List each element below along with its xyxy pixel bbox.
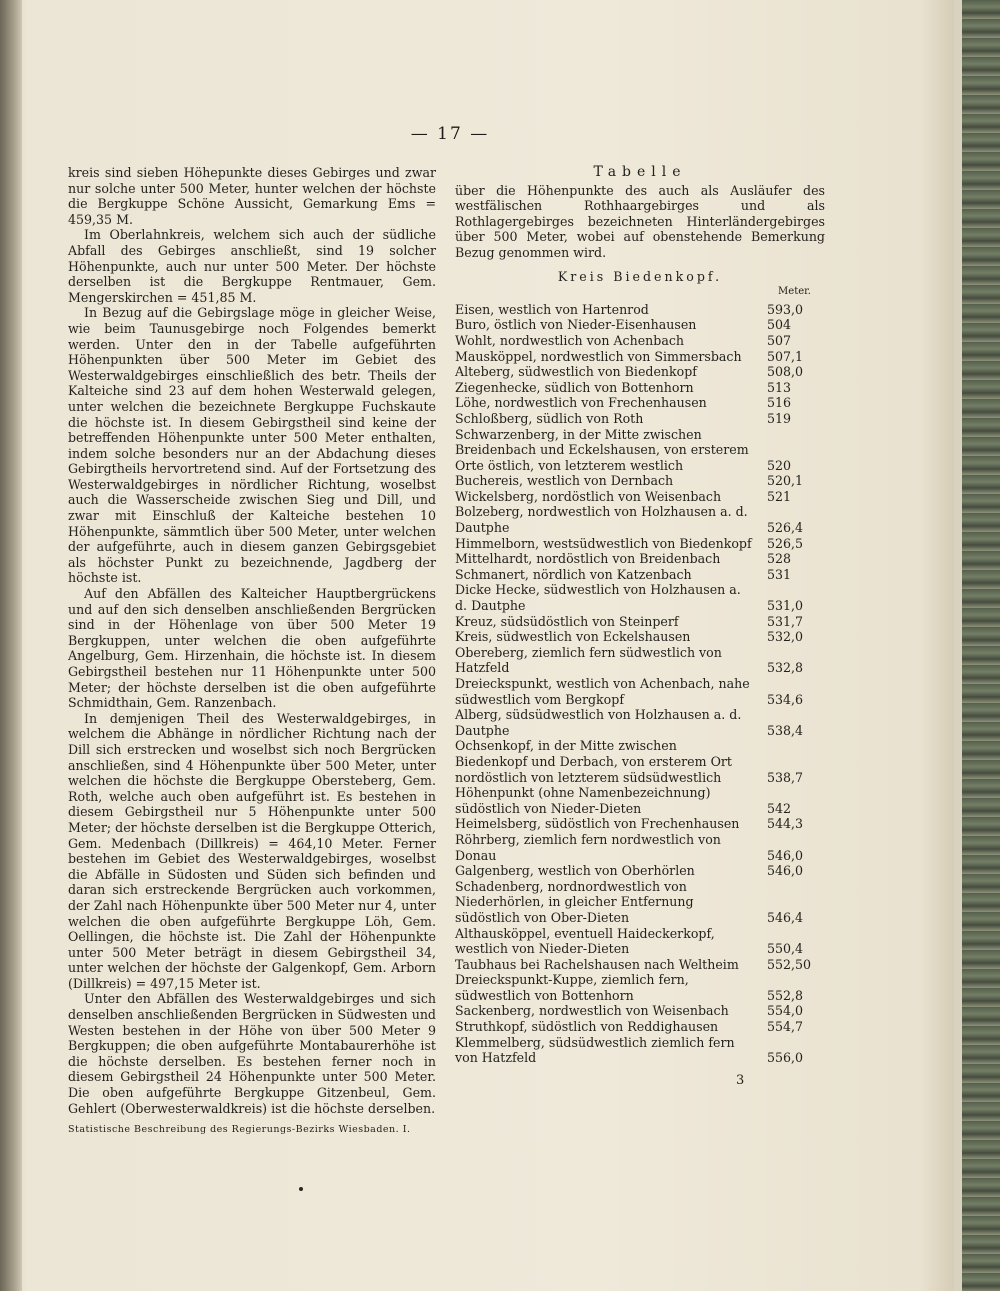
height-value: 544,3 bbox=[767, 816, 804, 832]
table-row bbox=[455, 1019, 825, 1035]
table-row bbox=[455, 629, 825, 645]
place-name: Eisen, westlich von Hartenrod bbox=[455, 301, 649, 317]
height-value: 554,0 bbox=[767, 1003, 804, 1019]
ink-spot bbox=[299, 1187, 303, 1191]
height-value: 531,0 bbox=[767, 598, 804, 614]
place-name: Obereberg, ziemlich fern südwestlich von Hatzfeld bbox=[455, 644, 722, 676]
table-row bbox=[455, 1003, 825, 1019]
height-value: 526,4 bbox=[767, 520, 804, 536]
table-row bbox=[455, 411, 825, 427]
table-row bbox=[455, 317, 825, 333]
table-row bbox=[455, 926, 825, 957]
height-value: 508,0 bbox=[767, 364, 804, 380]
place-name: Galgenberg, westlich von Oberhörlen bbox=[455, 863, 695, 879]
place-name: Wickelsberg, nordöstlich von Weisenbach bbox=[455, 488, 722, 504]
height-value: 526,5 bbox=[767, 535, 804, 551]
table-row bbox=[455, 567, 825, 583]
table-row bbox=[455, 333, 825, 349]
height-value: 513 bbox=[767, 379, 792, 395]
paragraph: Im Oberlahnkreis, welchem sich auch der südliche Abfall des Gebirges anschließt, sind 19 solcher Höhenpunkte, auch nur unter 500 Meter. Der höchste derselben ist die Bergkuppe Rentmauer, Gem. Mengerskirchen = 451,85 M. bbox=[68, 227, 436, 305]
height-value: 516 bbox=[767, 395, 792, 411]
table-row bbox=[455, 879, 825, 926]
place-name: Mittelhardt, nordöstlich von Breidenbach bbox=[455, 551, 721, 567]
table-row bbox=[455, 645, 825, 676]
place-name: Schloßberg, südlich von Roth bbox=[455, 410, 644, 426]
height-value: 546,4 bbox=[767, 909, 804, 925]
paragraph: Auf den Abfällen des Kalteicher Hauptbergrückens und auf den sich denselben anschließenden Bergrücken sind in der Höhenlage von über 500 Meter 19 Bergkuppen, unter welchen die oben aufgeführte Angelburg, Gem. Hirzenhain, die höchste ist. In diesem Gebirgstheil bestehen nur 11 Höhenpunkte unter 500 Meter; der höchste derselben ist die oben aufgeführte Schmidthain, Gem. Ranzenbach. bbox=[68, 586, 436, 711]
table-title: Tabelle bbox=[593, 164, 687, 180]
place-name: Dreieckspunkt, westlich von Achenbach, nahe südwestlich vom Bergkopf bbox=[455, 676, 750, 707]
table-row bbox=[455, 395, 825, 411]
place-name: Bolzeberg, nordwestlich von Holzhausen a. d. Dautphe bbox=[455, 504, 748, 536]
place-name: Buro, östlich von Nieder-Eisenhausen bbox=[455, 317, 697, 333]
table-row bbox=[455, 551, 825, 567]
table-row bbox=[455, 380, 825, 396]
table-row bbox=[455, 832, 825, 863]
height-value: 593,0 bbox=[767, 301, 804, 317]
paragraph: Unter den Abfällen des Westerwaldgebirges und sich denselben anschließenden Bergrücken in Südwesten und Westen bestehen in der Höhe von über 500 Meter 9 Bergkuppen; die oben aufgeführte Montabaurerhöhe ist die höchste derselben. Es bestehen ferner noch in diesem Gebirgstheil 24 Höhenpunkte unter 500 Meter. Die oben aufgeführte Bergkuppe Gitzenbeul, Gem. Gehlert (Oberwesterwaldkreis) ist die höchste derselben. bbox=[68, 991, 436, 1116]
height-value: 550,4 bbox=[767, 941, 804, 957]
place-name: Klemmelberg, südsüdwestlich ziemlich fern von Hatzfeld bbox=[455, 1034, 735, 1066]
table-row bbox=[455, 536, 825, 552]
paragraph: In demjenigen Theil des Westerwaldgebirges, in welchem die Abhänge in nördlicher Richtung nach der Dill sich erstrecken und woselbst sich noch Bergrücken anschließen, sind 4 Höhenpunkte über 500 Meter, unter welchen die höchste die Bergkuppe Obersteberg, Gem. Roth, welche auch oben aufgeführt ist. Es bestehen in diesem Gebirgstheil nur 5 Höhenpunkte unter 500 Meter; der höchste derselben ist die Bergkuppe Otterich, Gem. Medenbach (Dillkreis) = 464,10 Meter. Ferner bestehen im Gebiet des Westerwaldgebirges, woselbst die Abfälle in Südosten und Süden sich befinden und daran sich erstreckende Bergrücken auch vorkommen, der Zahl nach Höhenpunkte über 500 Meter nur 4, unter welchen die oben aufgeführte Bergkuppe Löh, Gem. Oellingen, die höchste ist. Die Zahl der Höhenpunkte unter 500 Meter beträgt in diesem Gebirgstheil 34, unter welchen der höchste der Galgenkopf, Gem. Arborn (Dillkreis) = 497,15 Meter ist. bbox=[68, 710, 436, 991]
place-name: Schmanert, nördlich von Katzenbach bbox=[455, 566, 692, 582]
place-name: Schadenberg, nordnordwestlich von Niederhörlen, in gleicher Entfernung südöstlich von Ober-Dieten bbox=[455, 878, 694, 925]
place-name: Buchereis, westlich von Dernbach bbox=[455, 473, 674, 489]
place-name: Wohlt, nordwestlich von Achenbach bbox=[455, 332, 684, 348]
page-edge bbox=[954, 0, 962, 1291]
place-name: Mausköppel, nordwestlich von Simmersbach bbox=[455, 348, 742, 364]
height-value: 519 bbox=[767, 410, 792, 426]
signature-mark: 3 bbox=[736, 1073, 745, 1088]
right-column bbox=[455, 165, 825, 1066]
height-value: 528 bbox=[767, 551, 792, 567]
place-name: Höhenpunkt (ohne Namenbezeichnung) südöstlich von Nieder-Dieten bbox=[455, 785, 711, 816]
height-value: 556,0 bbox=[767, 1050, 804, 1066]
height-table bbox=[455, 302, 825, 1066]
height-value: 507,1 bbox=[767, 348, 804, 364]
height-value: 520,1 bbox=[767, 473, 804, 489]
book-cover-edge bbox=[962, 0, 1000, 1291]
height-value: 534,6 bbox=[767, 691, 804, 707]
table-row bbox=[455, 863, 825, 879]
height-value: 531,7 bbox=[767, 613, 804, 629]
place-name: Schwarzenberg, in der Mitte zwischen Breidenbach und Eckelshausen, von ersterem Orte östlich, von letzterem westlich bbox=[455, 426, 749, 473]
paragraph: kreis sind sieben Höhepunkte dieses Gebirges und zwar nur solche unter 500 Meter, hunter welchen der höchste die Bergkuppe Schöne Aussicht, Gemarkung Ems = 459,35 M. bbox=[68, 165, 436, 227]
table-row bbox=[455, 738, 825, 785]
table-row bbox=[455, 972, 825, 1003]
place-name: Taubhaus bei Rachelshausen nach Weltheim bbox=[455, 956, 739, 972]
height-value: 552,50 bbox=[767, 956, 812, 972]
table-row bbox=[455, 582, 825, 613]
table-intro: über die Höhenpunkte des auch als Ausläufer des westfälischen Rothhaargebirges und als Rothlagergebirges bezeichneten Hinterländergebirges über 500 Meter, wobei auf obenstehende Bemerkung Bezug genommen wird. bbox=[455, 182, 825, 260]
place-name: Dicke Hecke, südwestlich von Holzhausen a. d. Dautphe bbox=[455, 582, 741, 614]
table-row bbox=[455, 957, 825, 973]
table-row bbox=[455, 816, 825, 832]
place-name: Kreuz, südsüdöstlich von Steinperf bbox=[455, 613, 679, 629]
table-row bbox=[455, 349, 825, 365]
footer-note: Statistische Beschreibung des Regierungs-Bezirks Wiesbaden. I. bbox=[68, 1124, 411, 1136]
place-name: Ochsenkopf, in der Mitte zwischen Biedenkopf und Derbach, von ersterem Ort nordöstlich von letzterem südsüdwestlich bbox=[455, 738, 732, 785]
place-name: Heimelsberg, südöstlich von Frechenhausen bbox=[455, 816, 740, 832]
table-row bbox=[455, 504, 825, 535]
place-name: Röhrberg, ziemlich fern nordwestlich von Donau bbox=[455, 831, 721, 863]
paragraph: In Bezug auf die Gebirgslage möge in gleicher Weise, wie beim Taunusgebirge noch Folgendes bemerkt werden. Unter den in der Tabelle aufgeführten Höhenpunkten über 500 Meter im Gebiet des Westerwaldgebirges einschließlich des betr. Theils der Kalteiche sind 23 auf dem hohen Westerwald gelegen, unter welchen die bezeichnete Bergkuppe Fuchskaute die höchste ist. In diesem Gebirgstheil sind keine der betreffenden Höhenpunkte unter 500 Meter enthalten, indem solche besonders nur an der Abdachung dieses Gebirgtheils hervortretend sind. Auf der Fortsetzung des Westerwaldgebirges in nördlicher Richtung, woselbst auch die Wasserscheide zwischen Sieg und Dill, und zwar mit Einschluß der Kalteiche bestehen 10 Höhenpunkte, sämmtlich über 500 Meter, unter welchen der aufgeführte, auch in diesem ganzen Gebirgsgebiet als höchster Punkt zu bezeichnende, Jagdberg der höchste ist. bbox=[68, 305, 436, 586]
table-row bbox=[455, 302, 825, 318]
height-value: 532,0 bbox=[767, 629, 804, 645]
place-name: Sackenberg, nordwestlich von Weisenbach bbox=[455, 1003, 729, 1019]
place-name: Dreieckspunkt-Kuppe, ziemlich fern, südwestlich von Bottenhorn bbox=[455, 972, 689, 1003]
height-value: 538,7 bbox=[767, 769, 804, 785]
book-gutter bbox=[0, 0, 22, 1291]
place-name: Kreis, südwestlich von Eckelshausen bbox=[455, 629, 691, 645]
height-value: 521 bbox=[767, 488, 792, 504]
table-row bbox=[455, 785, 825, 816]
place-name: Löhe, nordwestlich von Frechenhausen bbox=[455, 395, 707, 411]
table-row bbox=[455, 676, 825, 707]
table-row bbox=[455, 364, 825, 380]
height-value: 507 bbox=[767, 332, 792, 348]
height-value: 538,4 bbox=[767, 722, 804, 738]
table-row bbox=[455, 614, 825, 630]
place-name: Himmelborn, westsüdwestlich von Biedenkopf bbox=[455, 535, 752, 551]
table-row bbox=[455, 707, 825, 738]
place-name: Ziegenhecke, südlich von Bottenhorn bbox=[455, 379, 694, 395]
page-number: — 17 — bbox=[410, 124, 490, 144]
place-name: Alberg, südsüdwestlich von Holzhausen a. d. Dautphe bbox=[455, 707, 742, 738]
unit-label: Meter. bbox=[778, 286, 811, 298]
section-heading: Kreis Biedenkopf. bbox=[557, 268, 723, 284]
table-row bbox=[455, 489, 825, 505]
table-row bbox=[455, 1035, 825, 1066]
place-name: Struthkopf, südöstlich von Reddighausen bbox=[455, 1019, 719, 1035]
height-value: 504 bbox=[767, 317, 792, 333]
place-name: Alteberg, südwestlich von Biedenkopf bbox=[455, 364, 697, 380]
left-column bbox=[68, 165, 436, 1138]
height-value: 546,0 bbox=[767, 863, 804, 879]
table-row bbox=[455, 473, 825, 489]
table-row bbox=[455, 427, 825, 474]
height-value: 542 bbox=[767, 800, 792, 816]
height-value: 554,7 bbox=[767, 1019, 804, 1035]
height-value: 532,8 bbox=[767, 660, 804, 676]
height-value: 552,8 bbox=[767, 987, 804, 1003]
height-value: 520 bbox=[767, 457, 792, 473]
height-value: 531 bbox=[767, 566, 792, 582]
place-name: Althausköppel, eventuell Haideckerkopf, westlich von Nieder-Dieten bbox=[455, 925, 715, 957]
height-value: 546,0 bbox=[767, 847, 804, 863]
